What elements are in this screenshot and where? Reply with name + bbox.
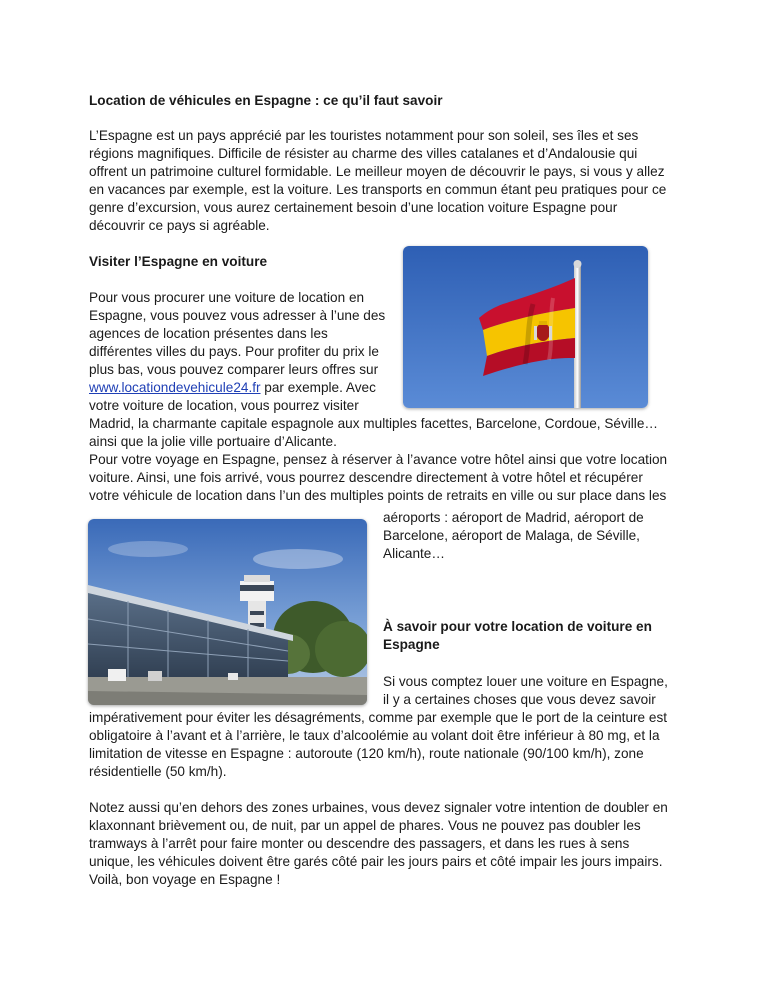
body-line: Barcelone, aéroport de Malaga, de Séville, <box>383 528 640 543</box>
body-line: Madrid, la charmante capitale espagnole aux multiples facettes, Barcelone, Cordoue, Séville… <box>89 416 658 431</box>
body-line: obligatoire à l’avant et à l’arrière, le taux d’alcoolémie au volant doit être inférieur à 80 mg, et la <box>89 728 660 743</box>
airport-image <box>88 519 367 705</box>
body-line: limitation de vitesse en Espagne : autoroute (120 km/h), route nationale (90/100 km/h), zone <box>89 746 644 761</box>
closing-line: Voilà, bon voyage en Espagne ! <box>89 872 281 887</box>
rental-website-link[interactable]: www.locationdevehicule24.fr <box>89 380 261 395</box>
body-line: Pour votre voyage en Espagne, pensez à réserver à l’avance votre hôtel ainsi que votre location <box>89 452 668 467</box>
body-line: différentes villes du pays. Pour profiter du prix le <box>89 344 379 359</box>
body-line: il y a certaines choses que vous devez savoir <box>383 692 656 707</box>
body-line: Si vous comptez louer une voiture en Espagne, <box>383 674 668 689</box>
body-line: Pour vous procurer une voiture de location en <box>89 290 365 305</box>
link-trailing-text: par exemple. Avec <box>260 380 376 395</box>
body-line: votre véhicule de location dans l’un des multiples points de retraits en ville ou sur place dans les <box>89 488 667 503</box>
body-line: agences de location présentes dans les <box>89 326 328 341</box>
intro-line: offrent un patrimoine culturel formidable. Le meilleur moyen de découvrir le pays, si vous y allez <box>89 164 665 179</box>
body-line: votre voiture de location, vous pourrez visiter <box>89 398 359 413</box>
intro-line: en vacances par exemple, est la voiture. Les transports en commun étant peu pratiques pour ce <box>89 182 667 197</box>
body-line: Alicante… <box>383 546 445 561</box>
closing-line: Notez aussi qu’en dehors des zones urbaines, vous devez signaler votre intention de doubler en <box>89 800 668 815</box>
closing-line: tramways à l’arrêt pour faire monter ou descendre des passagers, et dans les rues à sens <box>89 836 630 851</box>
section-heading-visit: Visiter l’Espagne en voiture <box>89 254 268 269</box>
body-line: aéroports : aéroport de Madrid, aéroport de <box>383 510 644 525</box>
intro-line: régions magnifiques. Difficile de résister au charme des villes catalanes et d’Andalousie qui <box>89 146 638 161</box>
page-title: Location de véhicules en Espagne : ce qu’il faut savoir <box>89 93 443 108</box>
body-line: plus bas, vous pouvez comparer leurs offres sur <box>89 362 379 377</box>
body-line: résidentielle (50 km/h). <box>89 764 227 779</box>
section-heading-know: À savoir pour votre location de voiture en <box>383 619 652 634</box>
closing-line: klaxonnant brièvement ou, de nuit, par un appel de phares. Vous ne pouvez pas doubler les <box>89 818 641 833</box>
body-line: voiture. Ainsi, une fois arrivé, vous pourrez descendre directement à votre hôtel et récupérer <box>89 470 643 485</box>
closing-line: unique, les véhicules doivent être garés côté pair les jours pairs et côté impair les jours impairs. <box>89 854 663 869</box>
spanish-flag-image <box>403 246 648 408</box>
intro-line: L’Espagne est un pays apprécié par les touristes notamment pour son soleil, ses îles et ses <box>89 128 639 143</box>
intro-line: genre d’excursion, vous aurez certainement besoin d’une location voiture Espagne pour <box>89 200 618 215</box>
section-heading-know: Espagne <box>383 637 440 652</box>
body-line: ainsi que la jolie ville portuaire d’Alicante. <box>89 434 337 449</box>
body-line: impérativement pour éviter les désagréments, comme par exemple que le port de la ceinture est <box>89 710 668 725</box>
body-line: Espagne, vous pouvez vous adresser à l’une des <box>89 308 386 323</box>
body-line-with-link <box>89 379 376 397</box>
intro-line: découvrir ce pays si agréable. <box>89 218 270 233</box>
